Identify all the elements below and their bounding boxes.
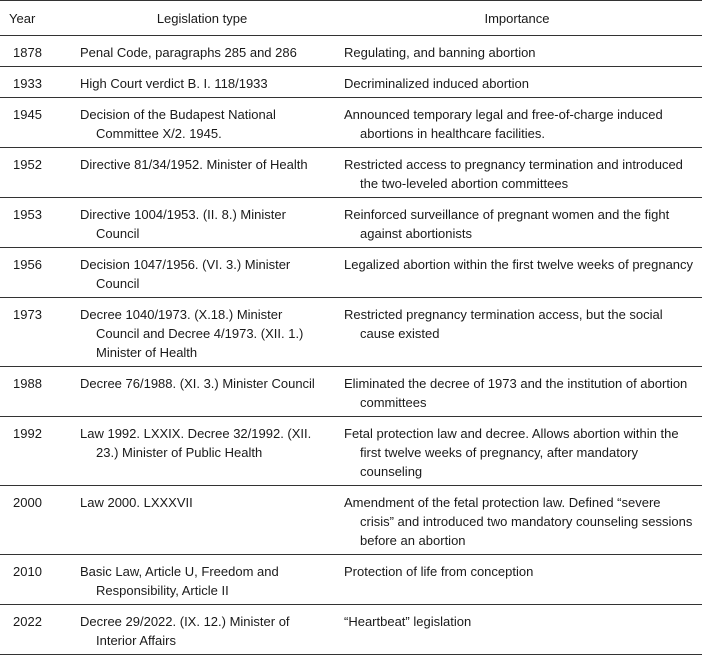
cell-legislation: Decision of the Budapest National Committee X/2. 1945. [72, 98, 332, 148]
cell-year: 1952 [0, 148, 72, 198]
cell-legislation: High Court verdict B. I. 118/1933 [72, 67, 332, 98]
header-row [0, 1, 702, 36]
table-row [0, 248, 702, 298]
cell-legislation: Directive 1004/1953. (II. 8.) Minister Council [72, 198, 332, 248]
table-row [0, 148, 702, 198]
cell-legislation: Penal Code, paragraphs 285 and 286 [72, 36, 332, 67]
table-row [0, 298, 702, 367]
cell-importance: Reinforced surveillance of pregnant women and the fight against abortionists [332, 198, 702, 248]
table-row [0, 417, 702, 486]
table-row [0, 555, 702, 605]
cell-importance: “Heartbeat” legislation [332, 605, 702, 655]
cell-importance: Announced temporary legal and free-of-charge induced abortions in healthcare facilities. [332, 98, 702, 148]
cell-legislation: Decree 29/2022. (IX. 12.) Minister of Interior Affairs [72, 605, 332, 655]
cell-legislation: Basic Law, Article U, Freedom and Responsibility, Article II [72, 555, 332, 605]
cell-legislation: Law 2000. LXXXVII [72, 486, 332, 555]
cell-year: 1973 [0, 298, 72, 367]
cell-legislation: Directive 81/34/1952. Minister of Health [72, 148, 332, 198]
cell-importance: Legalized abortion within the first twelve weeks of pregnancy [332, 248, 702, 298]
table-row [0, 367, 702, 417]
header-year: Year [0, 1, 72, 36]
cell-importance: Regulating, and banning abortion [332, 36, 702, 67]
cell-importance: Restricted access to pregnancy termination and introduced the two-leveled abortion committees [332, 148, 702, 198]
cell-legislation: Law 1992. LXXIX. Decree 32/1992. (XII. 23.) Minister of Public Health [72, 417, 332, 486]
table-row [0, 605, 702, 655]
cell-year: 2000 [0, 486, 72, 555]
table-row [0, 67, 702, 98]
table-row [0, 198, 702, 248]
header-importance: Importance [332, 1, 702, 36]
table-row [0, 486, 702, 555]
cell-legislation: Decree 1040/1973. (X.18.) Minister Council and Decree 4/1973. (XII. 1.) Minister of Health [72, 298, 332, 367]
cell-importance: Restricted pregnancy termination access, but the social cause existed [332, 298, 702, 367]
table-row [0, 36, 702, 67]
cell-year: 1988 [0, 367, 72, 417]
cell-importance: Fetal protection law and decree. Allows abortion within the first twelve weeks of pregnancy, after mandatory counseling [332, 417, 702, 486]
cell-year: 2010 [0, 555, 72, 605]
cell-year: 1945 [0, 98, 72, 148]
cell-importance: Amendment of the fetal protection law. Defined “severe crisis” and introduced two mandatory counseling sessions before an abortion [332, 486, 702, 555]
cell-year: 1933 [0, 67, 72, 98]
cell-legislation: Decree 76/1988. (XI. 3.) Minister Council [72, 367, 332, 417]
cell-year: 2022 [0, 605, 72, 655]
cell-importance: Eliminated the decree of 1973 and the institution of abortion committees [332, 367, 702, 417]
header-legislation: Legislation type [72, 1, 332, 36]
cell-year: 1878 [0, 36, 72, 67]
cell-year: 1953 [0, 198, 72, 248]
cell-year: 1956 [0, 248, 72, 298]
cell-legislation: Decision 1047/1956. (VI. 3.) Minister Council [72, 248, 332, 298]
cell-importance: Protection of life from conception [332, 555, 702, 605]
cell-year: 1992 [0, 417, 72, 486]
table-row [0, 98, 702, 148]
cell-importance: Decriminalized induced abortion [332, 67, 702, 98]
